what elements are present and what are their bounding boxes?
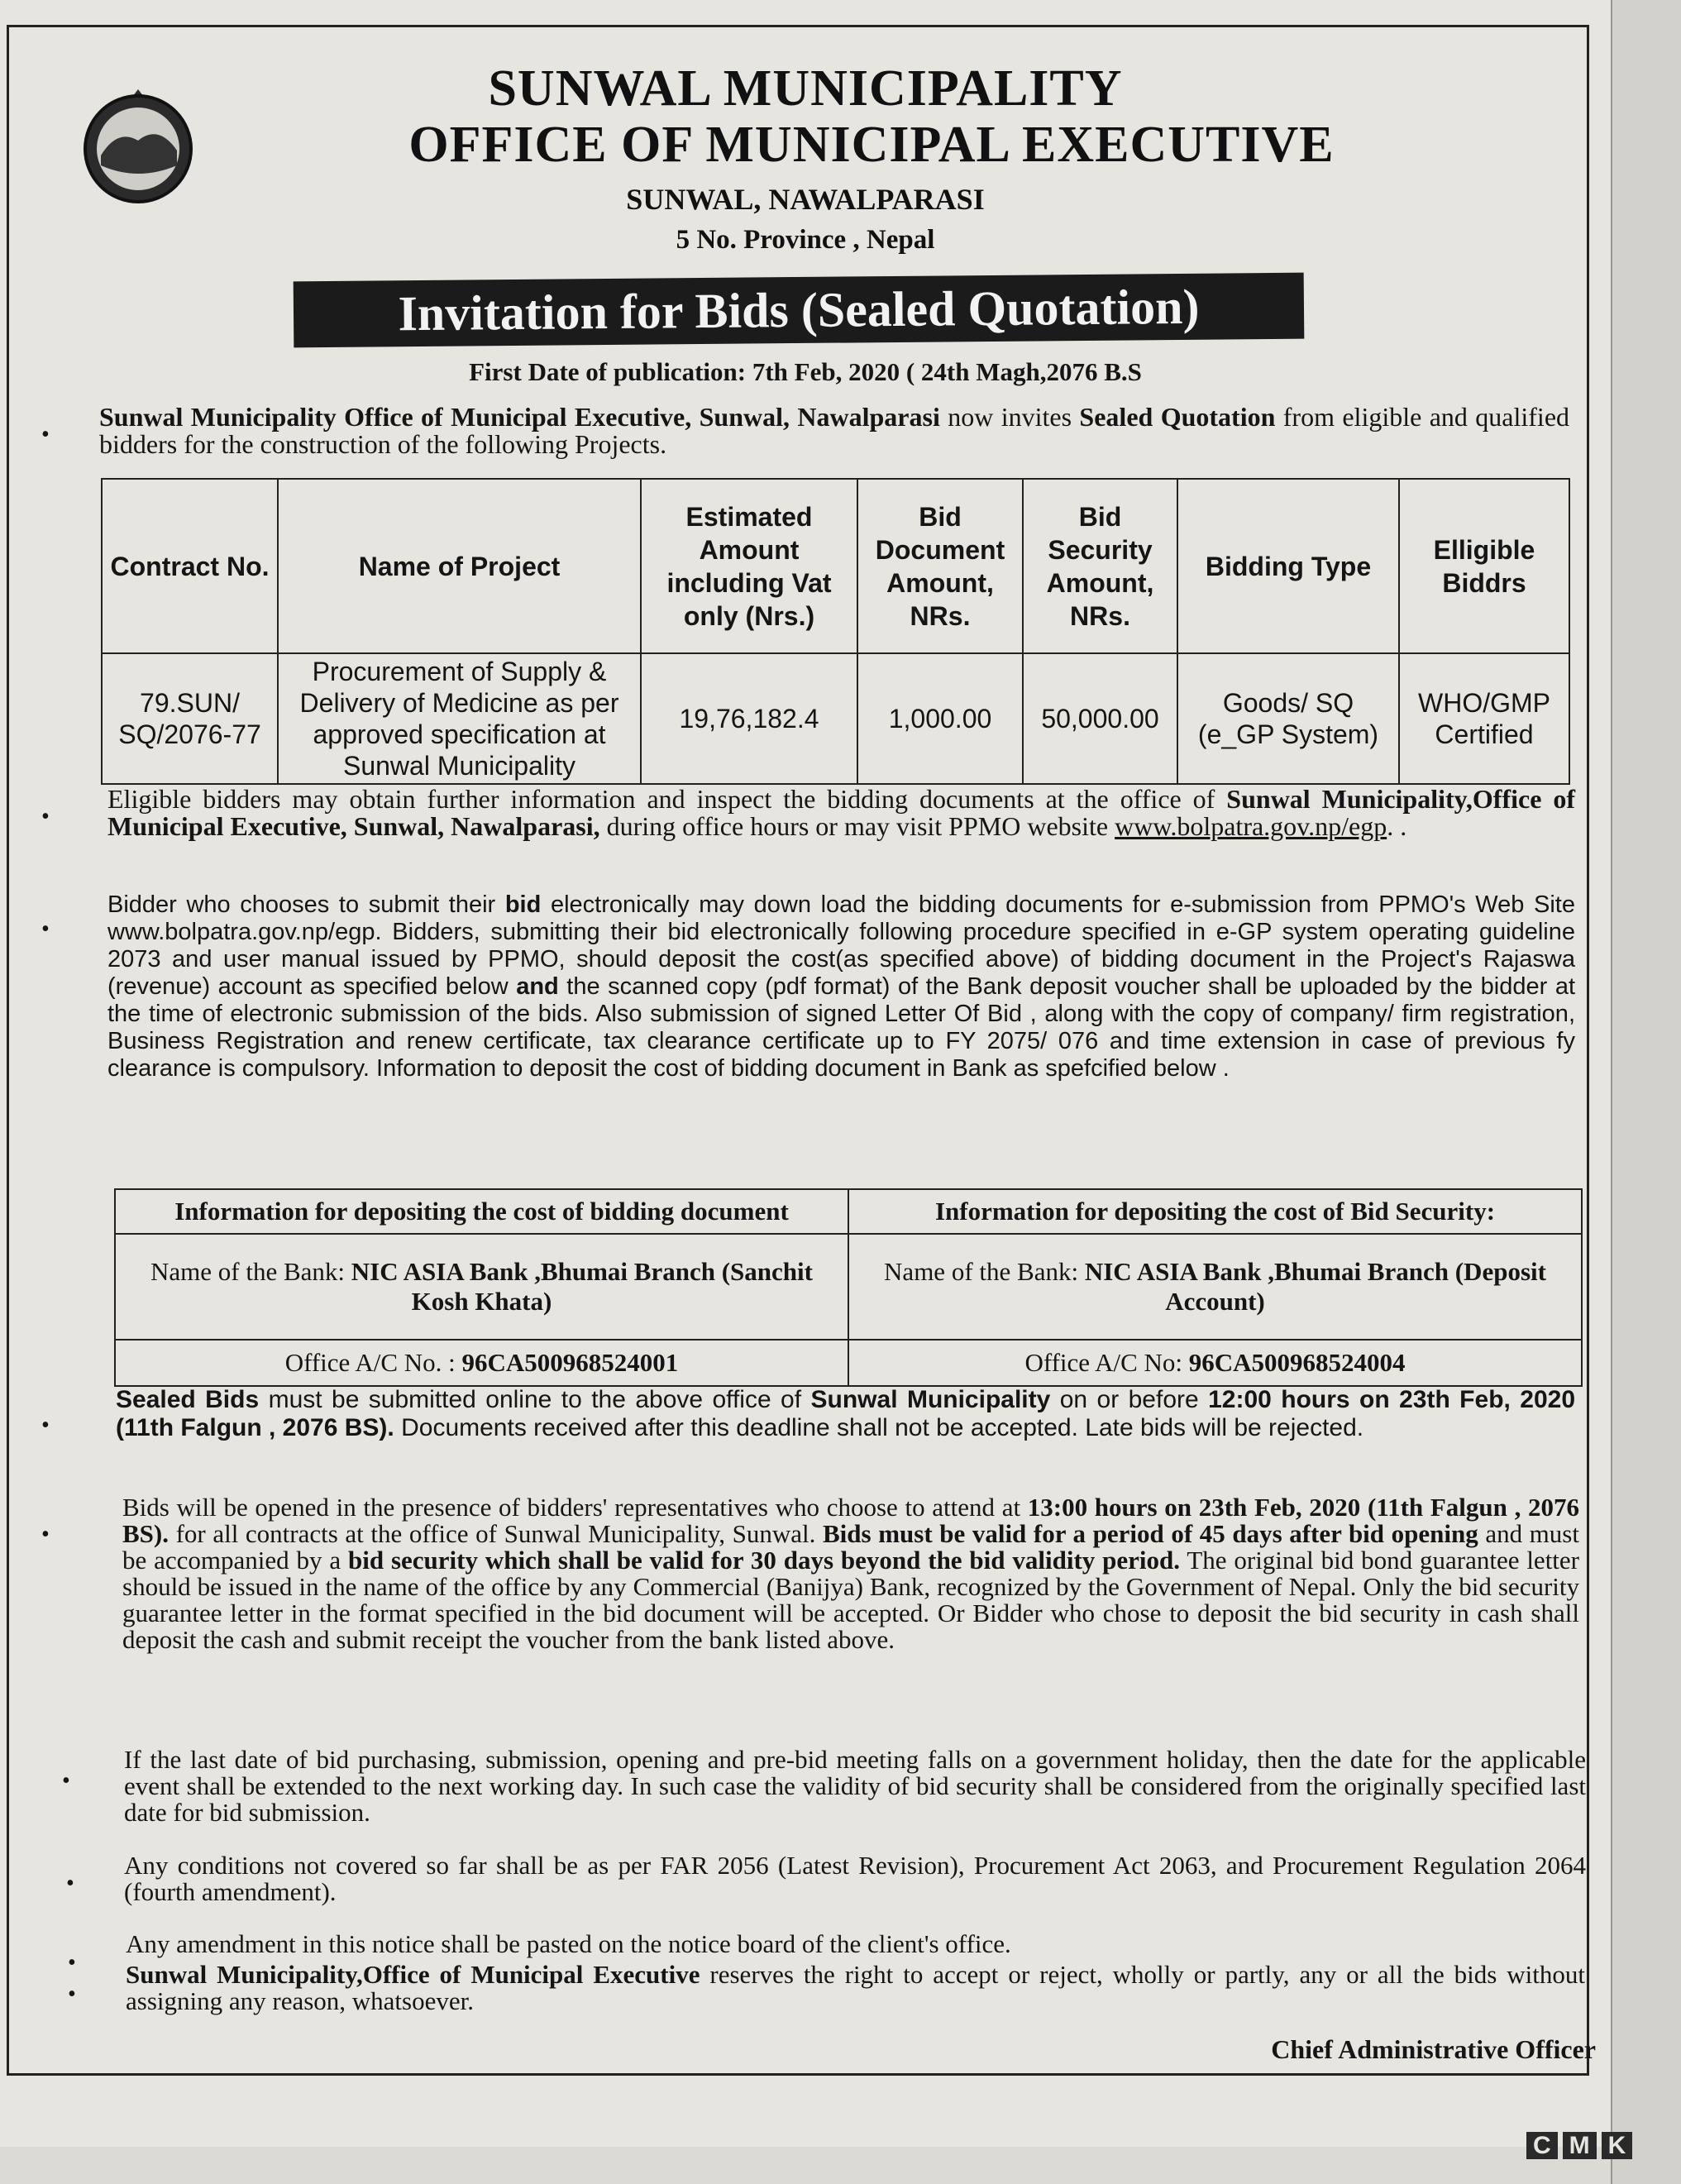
print-mark-c: C xyxy=(1526,2132,1558,2159)
signatory-title: Chief Administrative Officer xyxy=(1271,2034,1596,2064)
esub-text-2: electronically may down load the bidding documents for e-submission from PPMO's Web Site www.bolpatra.gov.np/egp. Bidders, submitting their bid electronically following procedure specified in e-GP system operating guideline 2073 and user manual issued by PPMO, should deposit the cost(as specified above) of bidding document in the Project's Rajaswa (revenue) account as specified below xyxy=(107,891,1575,1000)
info-text-3: . . xyxy=(1387,811,1407,841)
sealed-bids-paragraph xyxy=(116,1386,1575,1442)
address-line-2: 5 No. Province , Nepal xyxy=(676,225,935,255)
print-mark-m: M xyxy=(1563,2132,1597,2159)
adjacent-page-edge xyxy=(1611,0,1681,2184)
bullet: • xyxy=(66,1871,74,1896)
bullet: • xyxy=(41,804,50,829)
bullet: • xyxy=(41,916,50,942)
table-row xyxy=(102,653,1569,784)
bullet: • xyxy=(41,1412,50,1438)
info-org: Sunwal Municipality,Office of Municipal Executive, Sunwal, Nawalparasi, xyxy=(107,784,1576,841)
sealed-org: Sunwal Municipality xyxy=(810,1386,1051,1413)
bank-header-row xyxy=(115,1189,1582,1234)
submission-deadline: 12:00 hours on 23th Feb, 2020 (11th Falgun , 2076 BS). xyxy=(116,1386,1576,1441)
intro-text: now invites xyxy=(939,402,1080,432)
bid-security-validity: bid security which shall be valid for 30 days beyond the bid validity period. xyxy=(347,1546,1181,1575)
opening-time: 13:00 hours on 23th Feb, 2020 (11th Falgun , 2076 BS). xyxy=(122,1493,1579,1548)
bank-name-label: Name of the Bank: xyxy=(150,1257,351,1286)
col-project-name: Name of Project xyxy=(278,479,641,653)
bid-security-deposit-header: Information for depositing the cost of Bid Security: xyxy=(848,1189,1582,1234)
sealed-text-3: Documents received after this deadline shall not be accepted. Late bids will be rejected. xyxy=(394,1414,1364,1441)
account-number: 96CA500968524004 xyxy=(1188,1348,1406,1377)
office-title: OFFICE OF MUNICIPAL EXECUTIVE xyxy=(408,117,1335,173)
conditions-paragraph: Any conditions not covered so far shall be as per FAR 2056 (Latest Revision), Procurement Act 2063, and Procurement Regulation 2064 (fourth amendment). xyxy=(124,1851,1586,1906)
intro-paragraph xyxy=(99,404,1569,458)
info-text: Eligible bidders may obtain further information and inspect the bidding documents at the office of xyxy=(107,784,1227,814)
info-text-2: during office hours or may visit PPMO website xyxy=(599,811,1115,841)
esub-and: and xyxy=(516,973,559,1000)
cell-project-name: Procurement of Supply & Delivery of Medicine as per approved specification at Sunwal Municipality xyxy=(278,653,641,784)
info-paragraph xyxy=(107,786,1575,840)
bank-name-value: NIC ASIA Bank ,Bhumai Branch (Sanchit Kosh Khata) xyxy=(351,1257,813,1316)
sealed-text: must be submitted online to the above office of xyxy=(259,1386,811,1413)
notice-banner: Invitation for Bids (Sealed Quotation) xyxy=(294,273,1305,348)
bank-name-row xyxy=(115,1234,1582,1340)
sealed-bids-label: Sealed Bids xyxy=(116,1386,260,1413)
opening-text: Bids will be opened in the presence of bidders' representatives who choose to attend at xyxy=(122,1493,1028,1522)
intro-text-2: from eligible and qualified bidders for the construction of the following Projects. xyxy=(99,402,1570,459)
projects-table xyxy=(101,478,1570,785)
cell-estimated-amount: 19,76,182.4 xyxy=(641,653,857,784)
rights-org: Sunwal Municipality,Office of Municipal Executive xyxy=(126,1960,700,1989)
bullet: • xyxy=(68,1981,76,2007)
opening-text-2: for all contracts at the office of Sunwal Municipality, Sunwal. xyxy=(169,1519,823,1548)
address-line-1: SUNWAL, NAWALPARASI xyxy=(626,183,985,216)
bid-opening-paragraph xyxy=(122,1494,1579,1653)
rights-reserved-paragraph xyxy=(126,1962,1585,2014)
bid-validity: Bids must be valid for a period of 45 days after bid opening xyxy=(823,1519,1478,1548)
ppmo-website-link[interactable]: www.bolpatra.gov.np/egp xyxy=(1115,811,1387,841)
bidding-doc-account xyxy=(115,1340,848,1386)
bank-account-row xyxy=(115,1340,1582,1386)
intro-sealed-quotation: Sealed Quotation xyxy=(1079,402,1276,432)
bullet: • xyxy=(41,422,50,447)
opening-text-3: and must be accompanied by a xyxy=(122,1519,1579,1575)
account-label: Office A/C No. : xyxy=(284,1348,462,1377)
account-label: Office A/C No: xyxy=(1024,1348,1189,1377)
bullet: • xyxy=(62,1768,70,1794)
col-bid-document-amount: Bid Document Amount, NRs. xyxy=(857,479,1023,653)
bullet: • xyxy=(41,1522,50,1547)
print-registration-marks xyxy=(1521,2132,1632,2160)
publication-date: First Date of publication: 7th Feb, 2020 ( 24th Magh,2076 B.S xyxy=(469,357,1142,386)
bank-name-value: NIC ASIA Bank ,Bhumai Branch (Deposit Account) xyxy=(1084,1257,1546,1316)
rights-text: reserves the right to accept or reject, wholly or partly, any or all the bids without assigning any reason, whatsoever. xyxy=(126,1960,1585,2015)
col-bidding-type: Bidding Type xyxy=(1177,479,1399,653)
col-eligible-bidders: Elligible Biddrs xyxy=(1399,479,1569,653)
esub-text-3: the scanned copy (pdf format) of the Bank deposit voucher shall be uploaded by the bidder at the time of electronic submission of the bids. Also submission of signed Letter Of Bid , along with the copy of company/ firm registration, Business Registration and renew certificate, tax clearance certificate up to FY 2075/ 076 and time extension in case of previous fy clearance is compulsory. Information to deposit the cost of bidding document in Bank as spefcified below . xyxy=(107,973,1576,1082)
account-number: 96CA500968524001 xyxy=(461,1348,679,1377)
cell-bid-security-amount: 50,000.00 xyxy=(1023,653,1177,784)
col-estimated-amount: Estimated Amount including Vat only (Nrs.) xyxy=(641,479,857,653)
bank-info-table xyxy=(114,1188,1583,1387)
bid-security-bank xyxy=(848,1234,1582,1340)
bullet: • xyxy=(68,1950,76,1976)
bidding-doc-bank xyxy=(115,1234,848,1340)
esub-bid: bid xyxy=(504,891,542,918)
holiday-paragraph: If the last date of bid purchasing, submission, opening and pre-bid meeting falls on a government holiday, then the date for the applicable event shall be extended to the next working day. In such case the validity of bid security shall be considered from the originally specified last date for bid submission. xyxy=(124,1745,1586,1827)
electronic-submission-paragraph xyxy=(107,891,1575,1082)
intro-org: Sunwal Municipality Office of Municipal Executive, Sunwal, Nawalparasi xyxy=(99,402,940,432)
bidding-doc-deposit-header: Information for depositing the cost of bidding document xyxy=(115,1189,848,1234)
esub-text: Bidder who chooses to submit their xyxy=(107,891,505,918)
print-mark-k: K xyxy=(1602,2132,1633,2159)
cell-eligible-bidders: WHO/GMP Certified xyxy=(1399,653,1569,784)
bid-security-account xyxy=(848,1340,1582,1386)
cell-contract-no: 79.SUN/ SQ/2076-77 xyxy=(102,653,278,784)
bank-name-label: Name of the Bank: xyxy=(884,1257,1085,1286)
col-contract-no: Contract No. xyxy=(102,479,278,653)
municipality-title: SUNWAL MUNICIPALITY xyxy=(488,60,1123,117)
opening-text-4: The original bid bond guarantee letter should be issued in the name of the office by any Commercial (Banijya) Bank, recognized by the Government of Nepal. Only the bid security guarantee letter in the format specified in the bid document will be accepted. Or Bidder who chose to deposit the bid security in cash shall deposit the cash and submit receipt the voucher from the bank listed above. xyxy=(122,1546,1579,1654)
cell-bid-document-amount: 1,000.00 xyxy=(857,653,1023,784)
amendment-paragraph: Any amendment in this notice shall be pasted on the notice board of the client's office. xyxy=(126,1929,1011,1958)
col-bid-security-amount: Bid Security Amount, NRs. xyxy=(1023,479,1177,653)
sealed-text-2: on or before xyxy=(1050,1386,1209,1413)
table-header-row xyxy=(102,479,1569,653)
cell-bidding-type: Goods/ SQ (e_GP System) xyxy=(1177,653,1399,784)
